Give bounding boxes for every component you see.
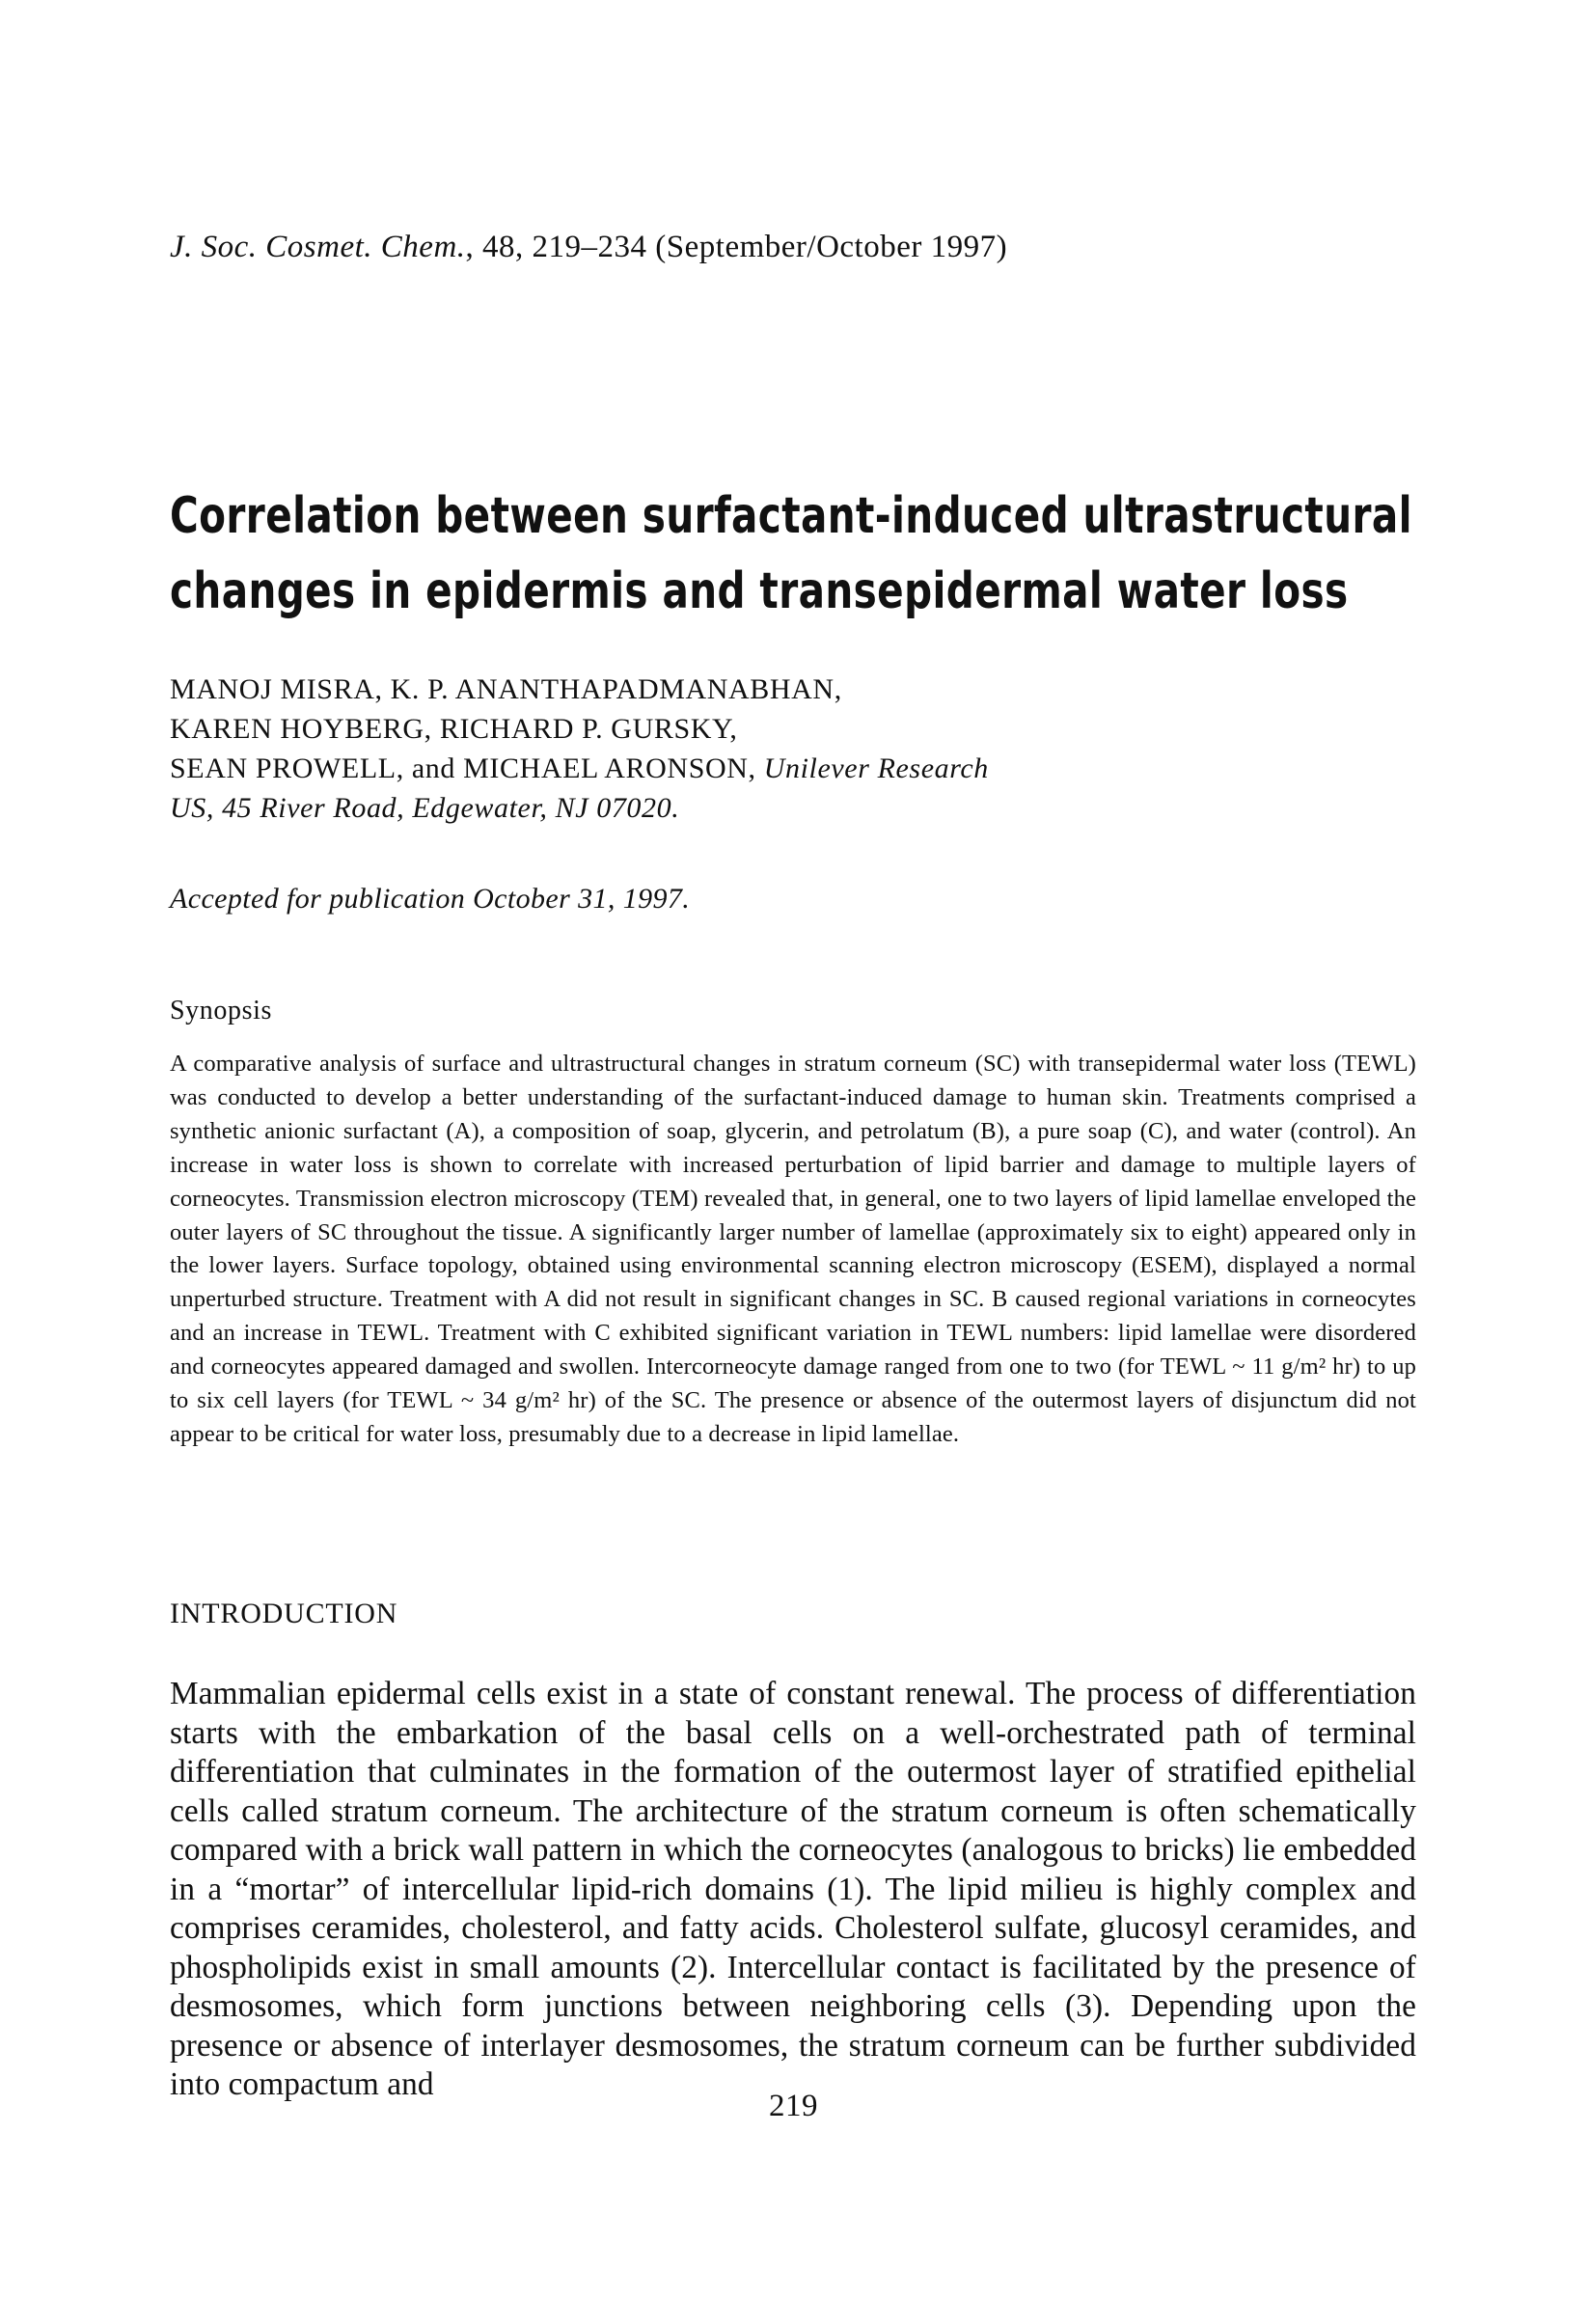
- article-title-line-1: Correlation between surfactant-induced ultrastructural: [170, 487, 1412, 545]
- journal-citation: [170, 230, 1007, 265]
- authors-line-3: [170, 749, 989, 788]
- synopsis-heading: Synopsis: [170, 996, 272, 1025]
- article-title: [170, 478, 1412, 629]
- authors-line-1: MANOJ MISRA, K. P. ANANTHAPADMANABHAN,: [170, 673, 842, 705]
- authors-line-2: KAREN HOYBERG, RICHARD P. GURSKY,: [170, 713, 738, 745]
- citation-details: , 48, 219–234 (September/October 1997): [465, 230, 1008, 264]
- accepted-date: Accepted for publication October 31, 1997.: [170, 883, 691, 915]
- synopsis-body: A comparative analysis of surface and ultrastructural changes in stratum corneum (SC) with transepidermal water loss (TEWL) was conducted to develop a better understanding of the surfactant-induced damage to human skin. Treatments comprised a synthetic anionic surfactant (A), a composition of soap, glycerin, and petrolatum (B), a pure soap (C), and water (control). An increase in water loss is shown to correlate with increased perturbation of lipid barrier and damage to multiple layers of corneocytes. Transmission electron microscopy (TEM) revealed that, in general, one to two layers of lipid lamellae enveloped the outer layers of SC throughout the tissue. A significantly larger number of lamellae (approximately six to eight) appeared only in the lower layers. Surface topology, obtained using environmental scanning electron microscopy (ESEM), displayed a normal unperturbed structure. Treatment with A did not result in significant changes in SC. B caused regional variations in corneocytes and an increase in TEWL. Treatment with C exhibited significant variation in TEWL numbers: lipid lamellae were disordered and corneocytes appeared damaged and swollen. Intercorneocyte damage ranged from one to two (for TEWL ~ 11 g/m² hr) to up to six cell layers (for TEWL ~ 34 g/m² hr) of the SC. The presence or absence of the outermost layers of disjunctum did not appear to be critical for water loss, presumably due to a decrease in lipid lamellae.: [170, 1051, 1416, 1447]
- page-number: 219: [769, 2089, 818, 2123]
- author-block: [170, 670, 989, 828]
- authors-line-3-names: SEAN PROWELL, and MICHAEL ARONSON,: [170, 752, 764, 784]
- article-title-line-2: changes in epidermis and transepidermal water loss: [170, 562, 1349, 620]
- journal-name: J. Soc. Cosmet. Chem.: [170, 230, 466, 264]
- affiliation-part-1: Unilever Research: [763, 752, 989, 784]
- affiliation-part-2: US, 45 River Road, Edgewater, NJ 07020.: [170, 792, 680, 824]
- introduction-body: Mammalian epidermal cells exist in a state of constant renewal. The process of differentiation starts with the embarkation of the basal cells on a well-orchestrated path of terminal differentiation that culminates in the formation of the outermost layer of stratified epithelial cells called stratum corneum. The architecture of the stratum corneum is often schematically compared with a brick wall pattern in which the corneocytes (analogous to bricks) lie embedded in a “mortar” of intercellular lipid-rich domains (1). The lipid milieu is highly complex and comprises ceramides, cholesterol, and fatty acids. Cholesterol sulfate, glucosyl ceramides, and phospholipids exist in small amounts (2). Intercellular contact is facilitated by the presence of desmosomes, which form junctions between neighboring cells (3). Depending upon the presence or absence of interlayer desmosomes, the stratum corneum can be further subdivided into compactum and: [170, 1676, 1416, 2102]
- introduction-heading: INTRODUCTION: [170, 1598, 398, 1629]
